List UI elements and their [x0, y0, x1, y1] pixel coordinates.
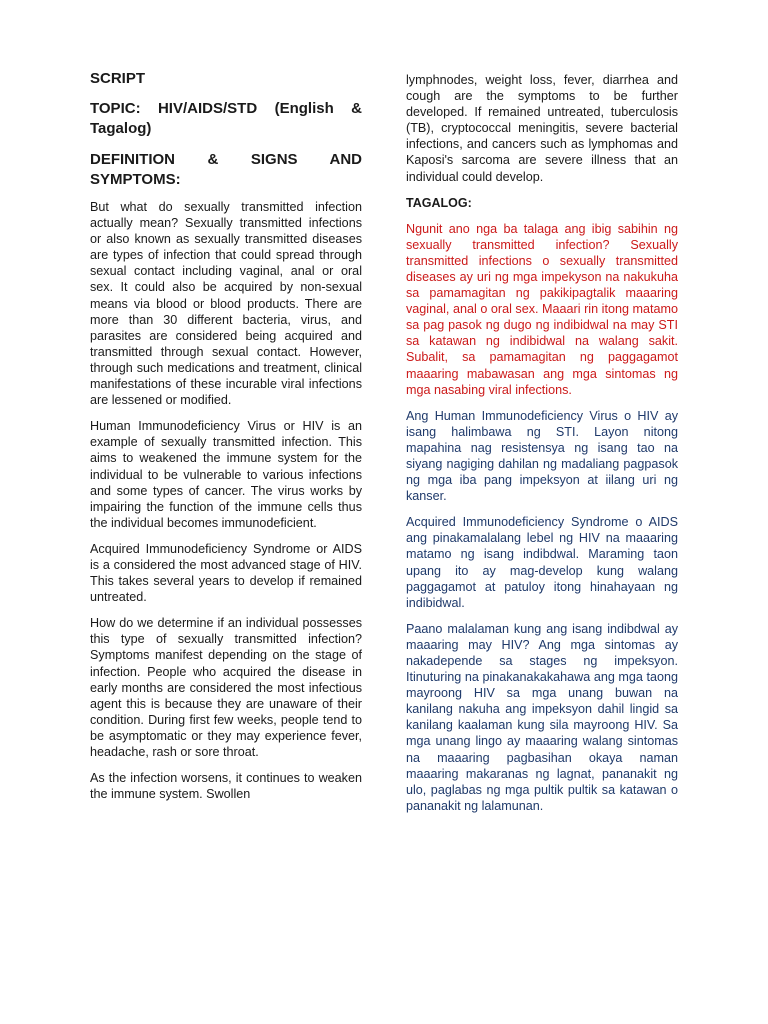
left-column [90, 70, 362, 812]
paragraph-aids: Acquired Immunodeficiency Syndrome or AIDS is a considered the most advanced stage of HIV. This takes several years to develop if remained untreated. [90, 541, 362, 605]
paragraph-tagalog-sti: Ngunit ano nga ba talaga ang ibig sabihin ng sexually transmitted infection? Sexually transmitted infections o sexually transmitted diseases ay uri ng mga impekyson na nakukuha sa pamamagitan ng pakikipagtalik maaaring vaginal, anal o oral sex. Maaari rin itong matamo sa pag pasok ng dugo ng indibidwal na may STI sa katawan ng indibidwal na walang sakit. Subalit, sa pamamagitan ng paggagamot maaaring mabawasan ang mga sintomas ng mga nasabing viral infections. [406, 221, 678, 397]
paragraph-hiv: Human Immunodeficiency Virus or HIV is an example of sexually transmitted infection. This aims to weakened the immune system for the individual to be vulnerable to various infections and some types of cancer. The virus works by impairing the function of the immune cells thus the individual becomes immunodeficient. [90, 419, 362, 530]
paragraph-tagalog-hiv: Ang Human Immunodeficiency Virus o HIV ay isang halimbawa ng STI. Layon nitong mapahina nag resistensya ng isang tao na siyang nagiging dahilan ng madaliang pagpasok ng mga iba pang impeksyon at iilang uri ng kanser. [406, 408, 678, 504]
paragraph-tagalog-symptoms: Paano malalaman kung ang isang indibdwal ay maaaring may HIV? Ang mga sintomas ay nakadepende sa stages ng impeksyon. Itinuturing na pinakanakakahawa ang mga taong mayroong HIV sa mga unang buwan na kanilang nakuha ang impeksyon dahil lingid sa kanilang kaalaman kung sila mayroong HIV. Sa mga unang lingo ay maaaring walang sintomas na maaaring pagbasihan okaya naman maaaring makaranas ng lagnat, pananakit ng ulo, paglabas ng mga pultik pultik sa katawan o pananakit ng lalamunan. [406, 621, 678, 813]
paragraph-symptoms: How do we determine if an individual possesses this type of sexually transmitted infection? Symptoms manifest depending on the stage of infection. People who acquired the disease in early months are considered the most infectious agent this is because they are unaware of their condition. During first few weeks, people tend to be asymptomatic or they may experience fever, headache, rash or sore throat. [90, 616, 362, 759]
script-heading: SCRIPT [90, 70, 146, 87]
topic-heading: TOPIC: HIV/AIDS/STD (English & Tagalog) [90, 100, 362, 137]
paragraph-sti-definition: But what do sexually transmitted infection actually mean? Sexually transmitted infections or also known as sexually transmitted diseases are types of infection that could spread through sexual contact including vaginal, anal or oral sex. It could also be acquired by non-sexual means via blood or blood products. There are more than 30 different bacteria, virus, and parasites are considered being acquired and transmitted through sexual contact. However, through such medications and treatment, clinical manifestations of these incurable viral infections are lessened or modified. [90, 200, 362, 408]
right-column [406, 72, 678, 824]
paragraph-worsening: As the infection worsens, it continues to weaken the immune system. Swollen [90, 771, 362, 802]
definition-heading: DEFINITION & SIGNS AND SYMPTOMS: [90, 151, 362, 188]
paragraph-continuation: lymphnodes, weight loss, fever, diarrhea and cough are the symptoms to be further developed. If remained untreated, tuberculosis (TB), cryptococcal meningitis, severe bacterial infections, and cancers such as lymphomas and Kaposi's sarcoma are severe illness that an individual could develop. [406, 73, 678, 184]
tagalog-heading: TAGALOG: [406, 195, 472, 210]
paragraph-tagalog-aids: Acquired Immunodeficiency Syndrome o AIDS ang pinakamalalang lebel ng HIV na maaaring matamo ng isang indibdwal. Maraming taon upang ito ay mag-develop kung walang paggagamot at patuloy itong hinahayaan ng indibidwal. [406, 515, 678, 610]
